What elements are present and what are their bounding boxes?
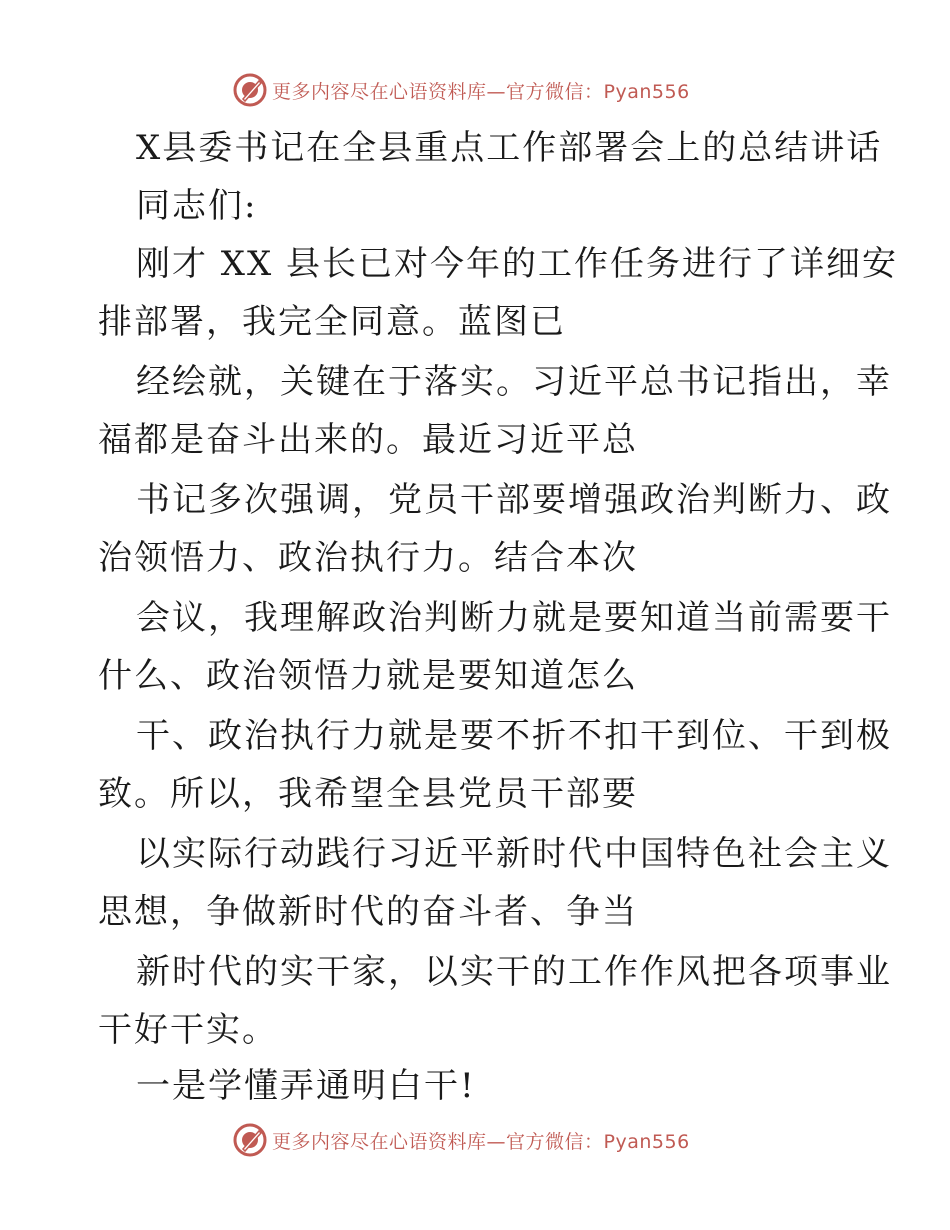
watermark-text: 更多内容尽在心语资料库—官方微信：Pyan556 xyxy=(272,80,690,103)
text-line: 以实际行动践行习近平新时代中国特色社会主义 xyxy=(136,834,892,874)
footer-watermark xyxy=(232,1120,690,1160)
text-line: 经绘就，关键在于落实。习近平总书记指出，幸 xyxy=(136,362,892,402)
text-line: 干、政治执行力就是要不折不扣干到位、干到极 xyxy=(136,716,892,756)
text-line: 治领悟力、政治执行力。结合本次 xyxy=(98,538,638,578)
text-line: 刚才 XX 县长已对今年的工作任务进行了详细安 xyxy=(136,244,899,284)
text-line: 书记多次强调，党员干部要增强政治判断力、政 xyxy=(136,480,892,520)
text-line: 致。所以，我希望全县党员干部要 xyxy=(98,774,638,814)
text-line: 福都是奋斗出来的。最近习近平总 xyxy=(98,420,638,460)
text-line: 新时代的实干家，以实干的工作作风把各项事业 xyxy=(136,952,892,992)
logo-pen-icon xyxy=(232,72,268,108)
text-line: 思想，争做新时代的奋斗者、争当 xyxy=(98,892,638,932)
logo-pen-icon xyxy=(232,1122,268,1158)
header-watermark xyxy=(232,70,690,110)
document-title: X县委书记在全县重点工作部署会上的总结讲话 xyxy=(136,128,883,168)
text-line: 会议，我理解政治判断力就是要知道当前需要干 xyxy=(136,598,892,638)
text-line: 干好干实。 xyxy=(98,1010,278,1050)
text-line: 同志们: xyxy=(136,186,258,226)
watermark-text: 更多内容尽在心语资料库—官方微信：Pyan556 xyxy=(272,1130,690,1153)
text-line: 排部署，我完全同意。蓝图已 xyxy=(98,302,566,342)
text-line: 什么、政治领悟力就是要知道怎么 xyxy=(98,656,638,696)
section-heading: 一是学懂弄通明白干! xyxy=(136,1066,476,1106)
